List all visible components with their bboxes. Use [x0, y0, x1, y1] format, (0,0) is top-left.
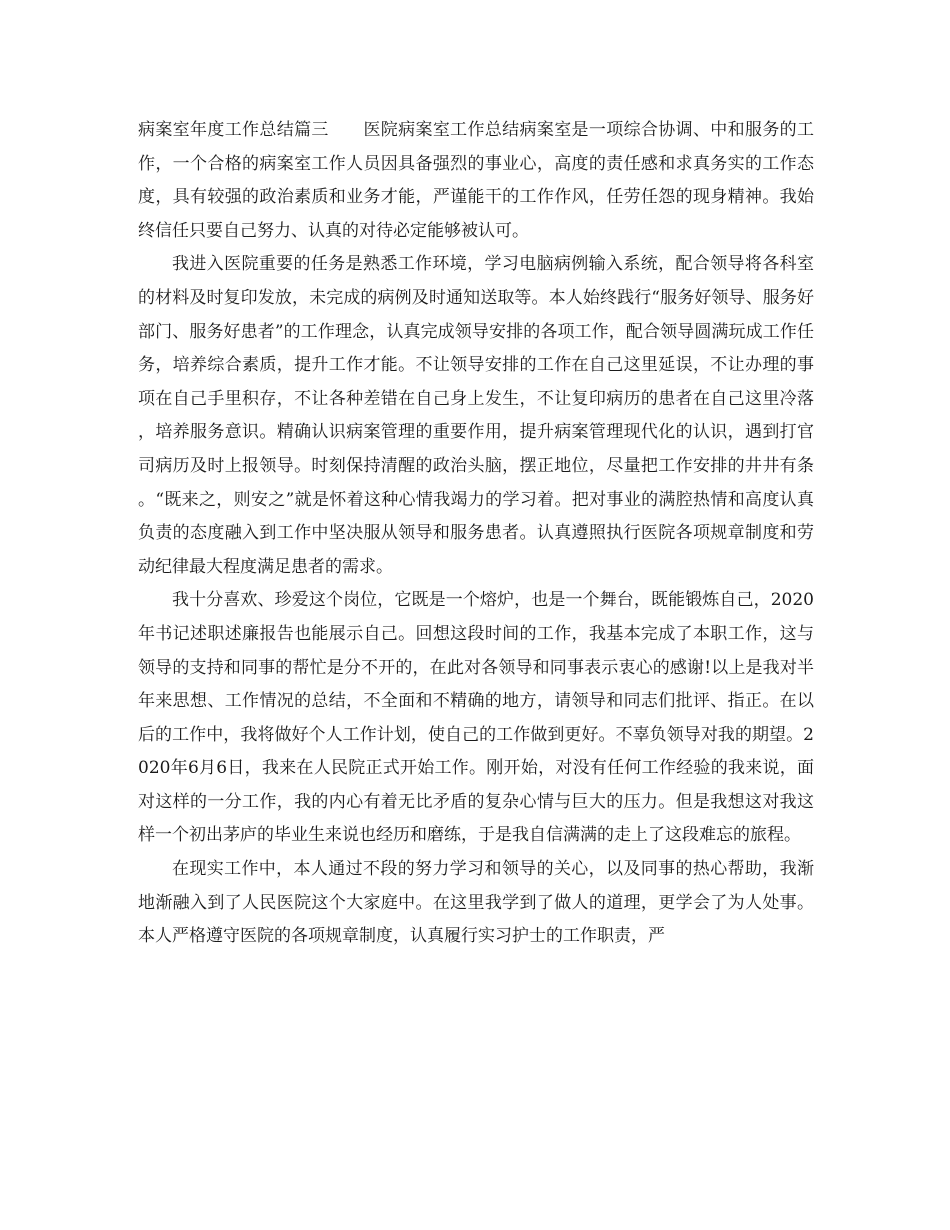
paragraph-1: 病案室年度工作总结篇三 医院病案室工作总结病案室是一项综合协调、中和服务的工作，一个合格的病案室工作人员因具备强烈的事业心，高度的责任感和求真务实的工作态度，具有较强的政治素质和业务才能，严谨能干的工作作风，任劳任怨的现身精神。我始终信任只要自己努力、认真的对待必定能够被认可。	[138, 120, 814, 241]
paragraph-4: 在现实工作中，本人通过不段的努力学习和领导的关心，以及同事的热心帮助，我渐地渐融入到了人民医院这个大家庭中。在这里我学到了做人的道理，更学会了为人处事。本人严格遵守医院的各项规章制度，认真履行实习护士的工作职责，严	[138, 859, 814, 947]
paragraph-2: 我进入医院重要的任务是熟悉工作环境，学习电脑病例输入系统，配合领导将各科室的材料及时复印发放，未完成的病例及时通知送取等。本人始终践行“服务好领导、服务好部门、服务好患者”的工作理念，认真完成领导安排的各项工作，配合领导圆满玩成工作任务，培养综合素质，提升工作才能。不让领导安排的工作在自己这里延误，不让办理的事项在自己手里积存，不让各种差错在自己身上发生，不让复印病历的患者在自己这里冷落，培养服务意识。精确认识病案管理的重要作用，提升病案管理现代化的认识，遇到打官司病历及时上报领导。时刻保持清醒的政治头脑，摆正地位，尽量把工作安排的井井有条。“既来之，则安之”就是怀着这种心情我竭力的学习着。把对事业的满腔热情和高度认真负责的态度融入到工作中坚决服从领导和服务患者。认真遵照执行医院各项规章制度和劳动纪律最大程度满足患者的需求。	[138, 254, 814, 577]
document-body	[138, 114, 814, 954]
paragraph-3: 我十分喜欢、珍爱这个岗位，它既是一个熔炉，也是一个舞台，既能锻炼自己，2020年书记述职述廉报告也能展示自己。回想这段时间的工作，我基本完成了本职工作，这与领导的支持和同事的帮忙是分不开的，在此对各领导和同事表示衷心的感谢!以上是我对半年来思想、工作情况的总结，不全面和不精确的地方，请领导和同志们批评、指正。在以后的工作中，我将做好个人工作计划，使自己的工作做到更好。不辜负领导对我的期望。2020年6月6日，我来在人民院正式开始工作。刚开始，对没有任何工作经验的我来说，面对这样的一分工作，我的内心有着无比矛盾的复杂心情与巨大的压力。但是我想这对我这样一个初出茅庐的毕业生来说也经历和磨练，于是我自信满满的走上了这段难忘的旅程。	[138, 590, 814, 846]
